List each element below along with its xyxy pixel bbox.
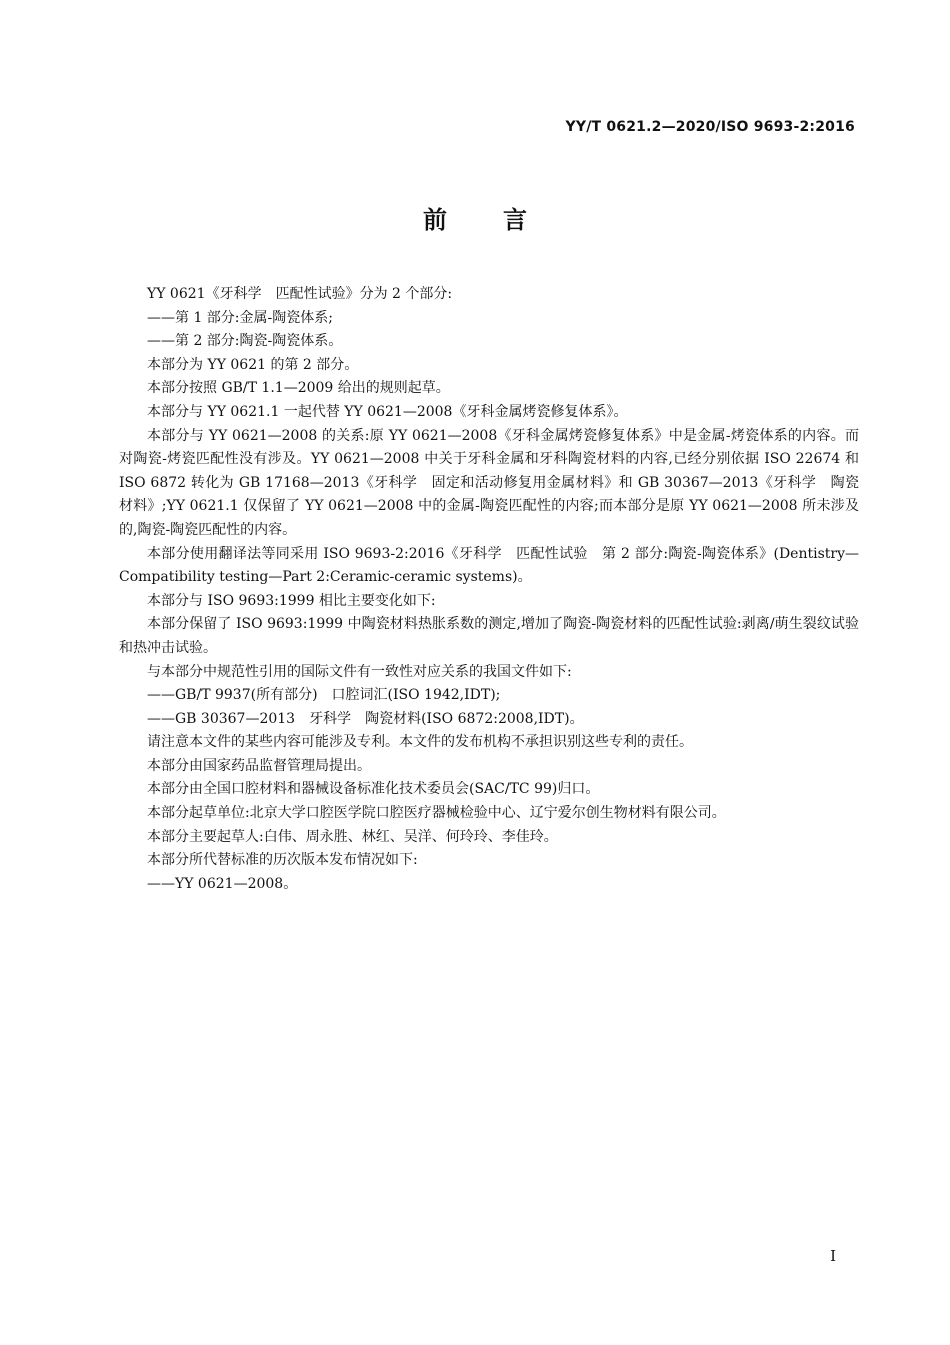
paragraph-references-intro: 与本部分中规范性引用的国际文件有一致性对应关系的我国文件如下: [147, 663, 572, 680]
paragraph-relationship: 本部分与 YY 0621—2008 的关系:原 YY 0621—2008《牙科金属烤瓷修复体系》中是金属-烤瓷体系的内容。而对陶瓷-烤瓷匹配性没有涉及。YY 0621—2008 中关于牙科金属和牙科陶瓷材料的内容,已经分别依据 ISO 22674 和 ISO 6872 转化为 GB 17168—2013《牙科学 固定和活动修复用金属材料》和 GB 30367—2013《牙科学 陶瓷材料》;YY 0621.1 仅保留了 YY 0621—2008 中的金属-陶瓷匹配性的内容;而本部分是原 YY 0621—2008 所未涉及的,陶瓷-陶瓷匹配性的内容。 [119, 427, 859, 538]
paragraph-drafting-units: 本部分起草单位:北京大学口腔医学院口腔医疗器械检验中心、辽宁爱尔创生物材料有限公司。 [147, 805, 726, 822]
paragraph-changes-intro: 本部分与 ISO 9693:1999 相比主要变化如下: [147, 592, 436, 609]
paragraph-reference-2: ——GB 30367—2013 牙科学 陶瓷材料(ISO 6872:2008,IDT)。 [147, 710, 584, 727]
title-char-1: 前 [423, 206, 447, 234]
page-number: I [830, 1247, 836, 1265]
standard-code-header: YY/T 0621.2—2020/ISO 9693-2:2016 [565, 119, 855, 135]
paragraph-this-part: 本部分为 YY 0621 的第 2 部分。 [147, 356, 359, 373]
foreword-body [119, 283, 859, 896]
paragraph-changes: 本部分保留了 ISO 9693:1999 中陶瓷材料热胀系数的测定,增加了陶瓷-陶瓷材料的匹配性试验:剥离/萌生裂纹试验和热冲击试验。 [119, 616, 859, 656]
paragraph-centralized-by: 本部分由全国口腔材料和器械设备标准化技术委员会(SAC/TC 99)归口。 [147, 781, 600, 798]
paragraph-translation: 本部分使用翻译法等同采用 ISO 9693-2:2016《牙科学 匹配性试验 第 2 部分:陶瓷-陶瓷体系》(Dentistry—Compatibility testing—Part 2:Ceramic-ceramic systems)。 [119, 545, 859, 586]
paragraph-patent-notice: 请注意本文件的某些内容可能涉及专利。本文件的发布机构不承担识别这些专利的责任。 [147, 734, 693, 751]
paragraph-proposed-by: 本部分由国家药品监督管理局提出。 [147, 757, 371, 774]
paragraph-part-1: ——第 1 部分:金属-陶瓷体系; [147, 309, 333, 326]
page-title [0, 200, 950, 235]
paragraph-drafting-rules: 本部分按照 GB/T 1.1—2009 给出的规则起草。 [147, 380, 450, 397]
paragraph-drafters: 本部分主要起草人:白伟、周永胜、林红、吴洋、何玲玲、李佳玲。 [147, 828, 558, 845]
paragraph-history-intro: 本部分所代替标准的历次版本发布情况如下: [147, 852, 418, 869]
paragraph-replaces: 本部分与 YY 0621.1 一起代替 YY 0621—2008《牙科金属烤瓷修复体系》。 [147, 403, 628, 420]
paragraph-reference-1: ——GB/T 9937(所有部分) 口腔词汇(ISO 1942,IDT); [147, 687, 501, 704]
title-char-2: 言 [503, 206, 527, 234]
paragraph-history-item: ——YY 0621—2008。 [147, 875, 298, 892]
paragraph-parts-intro: YY 0621《牙科学 匹配性试验》分为 2 个部分: [147, 286, 453, 302]
paragraph-part-2: ——第 2 部分:陶瓷-陶瓷体系。 [147, 333, 343, 350]
